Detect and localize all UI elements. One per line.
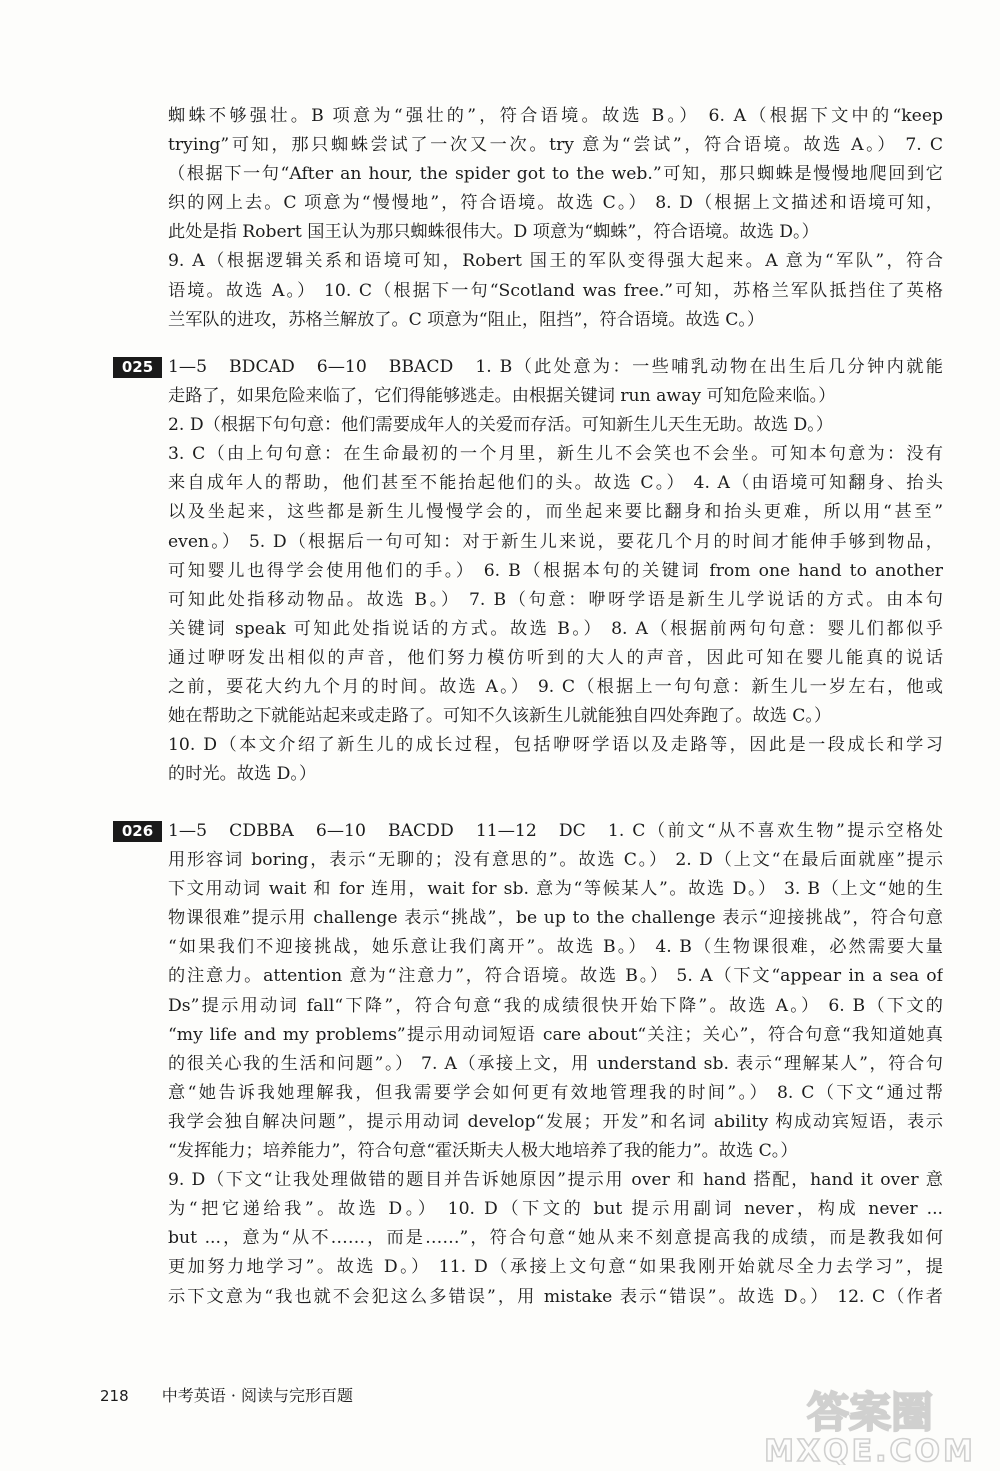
- watermark-logo: [754, 1383, 986, 1465]
- text-line: 的很关心我的生活和问题”。） 7. A（承接上文，用 understand sb. 表示“理解某人”，符合句: [168, 1053, 943, 1074]
- text-line: “my life and my problems”提示用动词短语 care about“关注；关心”，符合句意“我知道她真: [168, 1024, 943, 1045]
- text-line: 语境。故选 A。） 10. C（根据下一句“Scotland was free.”可知，苏格兰军队抵挡住了英格: [168, 280, 943, 301]
- section-number-badge: 026: [113, 821, 162, 842]
- text-line: but ...，意为“从不……，而是……”，符合句意“她从来不刻意提高我的成绩，而是教我如何: [168, 1228, 943, 1249]
- text-line: 2. D（根据下句句意：他们需要成年人的关爱而存活。可知新生儿天生无助。故选 D。）: [168, 415, 834, 436]
- text-line: 下文用动词 wait 和 for 连用，wait for sb. 意为“等候某人”。故选 D。） 3. B（上文“她的生: [168, 879, 943, 900]
- page-number: 218: [100, 1387, 129, 1405]
- book-title: 中考英语 · 阅读与完形百题: [161, 1386, 353, 1405]
- text-line: 之前，要花大约九个月的时间。故选 A。） 9. C（根据上一句句意：新生儿一岁左右，他或: [168, 677, 943, 698]
- text-line: 走路了，如果危险来临了，它们得能够逃走。由根据关键词 run away 可知危险来临。）: [168, 386, 836, 407]
- continued-section: [168, 102, 943, 335]
- text-line: 织的网上去。C 项意为“慢慢地”，符合语境。故选 C。） 8. D（根据上文描述和语境可知，: [168, 193, 943, 214]
- text-line: trying”可知，那只蜘蛛尝试了一次又一次。try 意为“尝试”，符合语境。故选 A。） 7. C: [168, 135, 943, 156]
- text-line: 我学会独自解决问题”，提示用动词 develop“发展；开发”和名词 ability 构成动宾短语，表示: [168, 1111, 943, 1132]
- text-line: 兰军队的进攻，苏格兰解放了。C 项意为“阻止，阻挡”，符合语境。故选 C。）: [168, 309, 765, 330]
- text-line: 蜘蛛不够强壮。B 项意为“强壮的”，符合语境。故选 B。） 6. A（根据下文中的“keep: [168, 106, 943, 126]
- text-line: 1—5 CDBBA 6—10 BACDD 11—12 DC 1. C（前文“从不喜欢生物”提示空格处: [168, 821, 943, 841]
- text-line: 意“她告诉我她理解我，但我需要学会如何更有效地管理我的时间”。） 8. C（下文“通过帮: [168, 1082, 943, 1103]
- text-line: 10. D（本文介绍了新生儿的成长过程，包括咿呀学语以及走路等，因此是一段成长和学习: [168, 735, 943, 756]
- watermark-text-bottom: MXQE.COM: [764, 1434, 976, 1465]
- text-line: 以及坐起来，这些都是新生儿慢慢学会的，而坐起来要比翻身和抬头更难，所以用“甚至”: [168, 502, 943, 523]
- text-line: 她在帮助之下就能站起来或走路了。可知不久该新生儿就能独自四处奔跑了。故选 C。）: [168, 706, 832, 727]
- text-line: 用形容词 boring，表示“无聊的；没有意思的”。故选 C。） 2. D（上文“在最后面就座”提示: [168, 850, 943, 871]
- text-line: 的注意力。attention 意为“注意力”，符合语境。故选 B。） 5. A（下文“appear in a sea of: [168, 966, 943, 987]
- text-line: 更加努力地学习”。故选 D。） 11. D（承接上文句意“如果我刚开始就尽全力去学习”，提: [168, 1257, 943, 1278]
- page-footer: [100, 1383, 353, 1406]
- section-026-answers: [168, 817, 943, 1312]
- text-line: 来自成年人的帮助，他们甚至不能抬起他们的头。故选 C。） 4. A（由语境可知翻身、抬头: [168, 473, 943, 494]
- text-line: 物课很难”提示用 challenge 表示“挑战”，be up to the challenge 表示“迎接挑战”，符合句意: [168, 908, 943, 929]
- text-line: 的时光。故选 D。）: [168, 764, 317, 785]
- text-line: 示下文意为“我也就不会犯这么多错误”，用 mistake 表示“错误”。故选 D。） 12. C（作者: [168, 1286, 943, 1307]
- text-line: 此处是指 Robert 国王认为那只蜘蛛很伟大。D 项意为“蜘蛛”，符合语境。故选 D。）: [168, 222, 819, 243]
- text-line: （根据下一句“After an hour, the spider got to the web.”可知，那只蜘蛛是慢慢地爬回到它: [168, 164, 943, 185]
- section-number-badge: 025: [113, 357, 162, 378]
- text-line: 3. C（由上句句意：在生命最初的一个月里，新生儿不会笑也不会坐。可知本句意为：没有: [168, 444, 943, 465]
- watermark-text-top: 答案圈: [806, 1388, 934, 1437]
- text-line: 关键词 speak 可知此处指说话的方式。故选 B。） 8. A（根据前两句句意：婴儿们都似乎: [168, 618, 943, 639]
- text-line: 通过咿呀发出相似的声音，他们努力模仿听到的大人的声音，因此可知在婴儿能真的说话: [168, 647, 943, 668]
- text-line: “发挥能力；培养能力”，符合句意“霍沃斯夫人极大地培养了我的能力”。故选 C。）: [168, 1141, 798, 1162]
- text-line: Ds”提示用动词 fall“下降”，符合句意“我的成绩很快开始下降”。故选 A。） 6. B（下文的: [168, 995, 943, 1016]
- text-line: 可知此处指移动物品。故选 B。） 7. B（句意：咿呀学语是新生儿学说话的方式。由本句: [168, 589, 943, 610]
- text-line: 为“把它递给我”。故选 D。） 10. D（下文的 but 提示用副词 never，构成 never ...: [168, 1199, 943, 1220]
- text-line: 9. D（下文“让我处理做错的题目并告诉她原因”提示用 over 和 hand 搭配，hand it over 意: [168, 1170, 943, 1191]
- text-line: 可知婴儿也得学会使用他们的手。） 6. B（根据本句的关键词 from one hand to another: [168, 560, 943, 581]
- section-025-answers: [168, 353, 943, 789]
- text-line: even。） 5. D（根据后一句可知：对于新生儿来说，要花几个月的时间才能伸手够到物品，: [168, 531, 943, 552]
- text-line: 9. A（根据逻辑关系和语境可知，Robert 国王的军队变得强大起来。A 意为“军队”，符合: [168, 251, 943, 272]
- text-line: “如果我们不迎接挑战，她乐意让我们离开”。故选 B。） 4. B（生物课很难，必然需要大量: [168, 937, 943, 958]
- text-line: 1—5 BDCAD 6—10 BBACD 1. B（此处意为：一些哺乳动物在出生后几分钟内就能: [168, 357, 943, 377]
